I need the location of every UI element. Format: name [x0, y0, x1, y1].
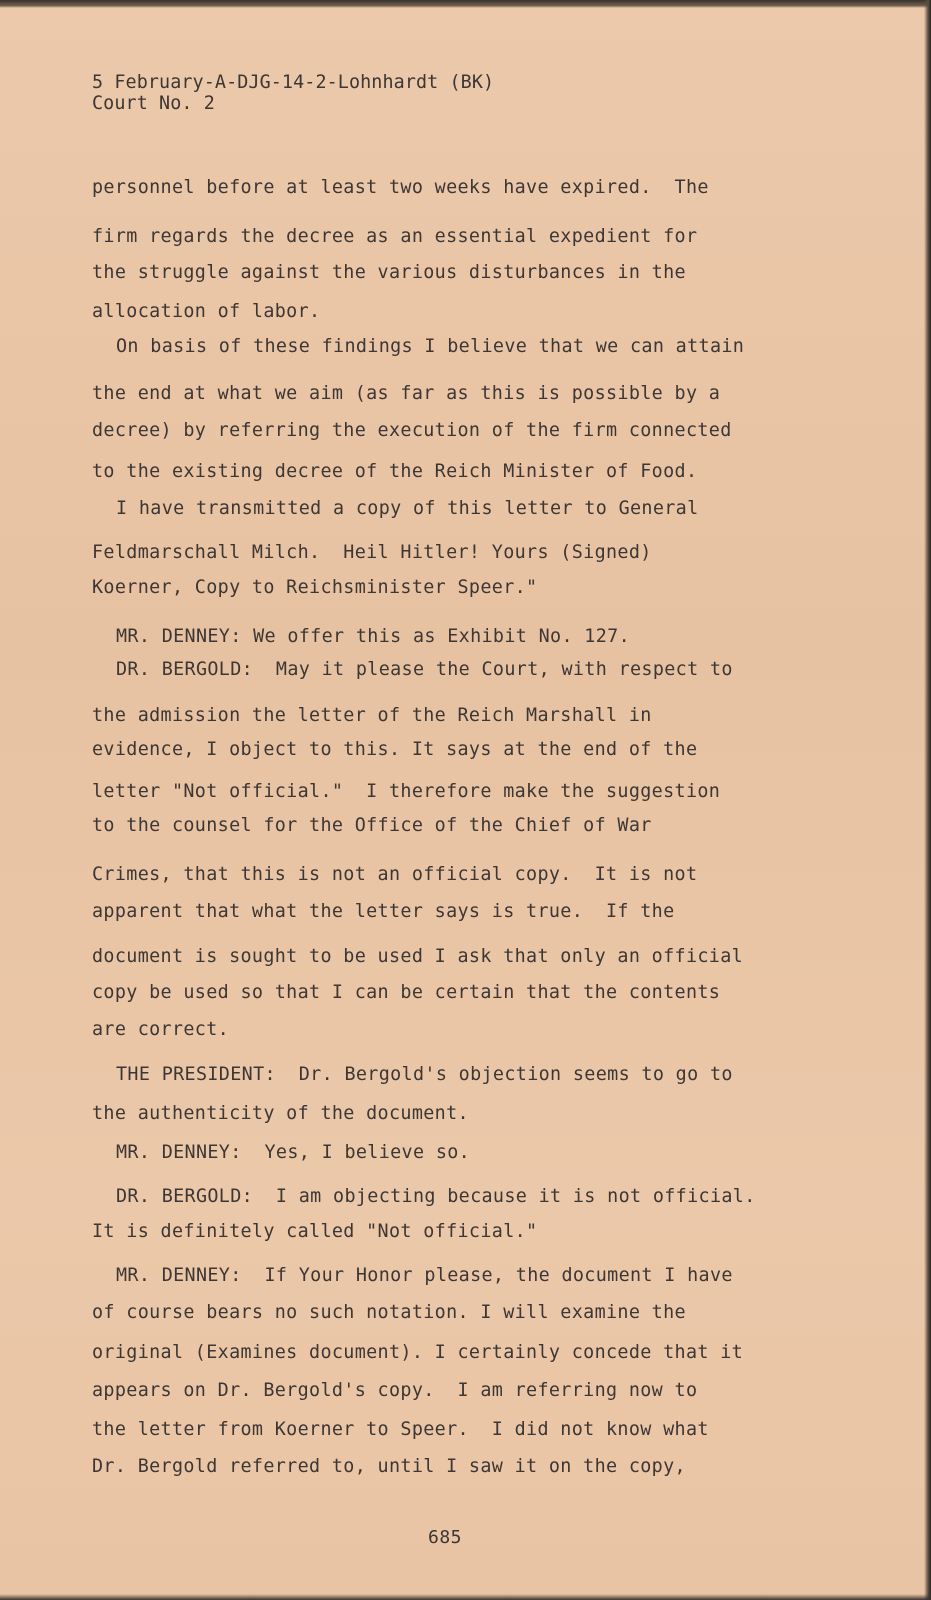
text-line: allocation of labor.: [92, 301, 321, 322]
text-line: Feldmarschall Milch. Heil Hitler! Yours (Signed): [92, 542, 652, 563]
speaker-line: DR. BERGOLD: May it please the Court, with respect to: [116, 659, 733, 680]
text-line: the struggle against the various disturbances in the: [92, 262, 686, 283]
text-line: apparent that what the letter says is true. If the: [92, 901, 675, 922]
text-line: letter "Not official." I therefore make the suggestion: [92, 781, 721, 802]
text-line: document is sought to be used I ask that only an official: [92, 946, 744, 967]
text-line: evidence, I object to this. It says at the end of the: [92, 739, 698, 760]
speaker-line: MR. DENNEY: If Your Honor please, the document I have: [116, 1265, 733, 1286]
text-line: copy be used so that I can be certain that the contents: [92, 982, 721, 1003]
speaker-line: MR. DENNEY: We offer this as Exhibit No. 127.: [116, 626, 630, 647]
text-line: are correct.: [92, 1019, 230, 1040]
speaker-line: THE PRESIDENT: Dr. Bergold's objection seems to go to: [116, 1064, 733, 1085]
text-line: decree) by referring the execution of the firm connected: [92, 420, 732, 441]
text-line: the authenticity of the document.: [92, 1103, 469, 1124]
text-line: Dr. Bergold referred to, until I saw it on the copy,: [92, 1456, 686, 1477]
text-line: to the existing decree of the Reich Minister of Food.: [92, 461, 698, 482]
page-edge-bottom: [0, 1594, 931, 1600]
speaker-line: DR. BERGOLD: I am objecting because it is not official.: [116, 1186, 756, 1207]
header-court-line: Court No. 2: [92, 93, 215, 114]
text-line: the admission the letter of the Reich Marshall in: [92, 705, 652, 726]
text-line: Koerner, Copy to Reichsminister Speer.": [92, 577, 538, 598]
text-line: original (Examines document). I certainly concede that it: [92, 1342, 744, 1363]
text-line: to the counsel for the Office of the Chief of War: [92, 815, 652, 836]
header-docket-line: 5 February-A-DJG-14-2-Lohnhardt (BK): [92, 72, 495, 93]
text-line: firm regards the decree as an essential expedient for: [92, 226, 698, 247]
text-line: of course bears no such notation. I will examine the: [92, 1302, 686, 1323]
text-line: the letter from Koerner to Speer. I did not know what: [92, 1419, 709, 1440]
text-line: personnel before at least two weeks have expired. The: [92, 177, 709, 198]
text-line: the end at what we aim (as far as this is possible by a: [92, 383, 721, 404]
page-edge-right: [924, 0, 931, 1600]
text-line: It is definitely called "Not official.": [92, 1221, 538, 1242]
text-line: appears on Dr. Bergold's copy. I am referring now to: [92, 1380, 698, 1401]
text-line: Crimes, that this is not an official copy. It is not: [92, 864, 698, 885]
text-line: I have transmitted a copy of this letter to General: [116, 498, 699, 519]
text-line: On basis of these findings I believe that we can attain: [116, 336, 745, 357]
page-number: 685: [428, 1527, 463, 1548]
speaker-line: MR. DENNEY: Yes, I believe so.: [116, 1142, 471, 1163]
page-edge-top: [0, 0, 931, 8]
